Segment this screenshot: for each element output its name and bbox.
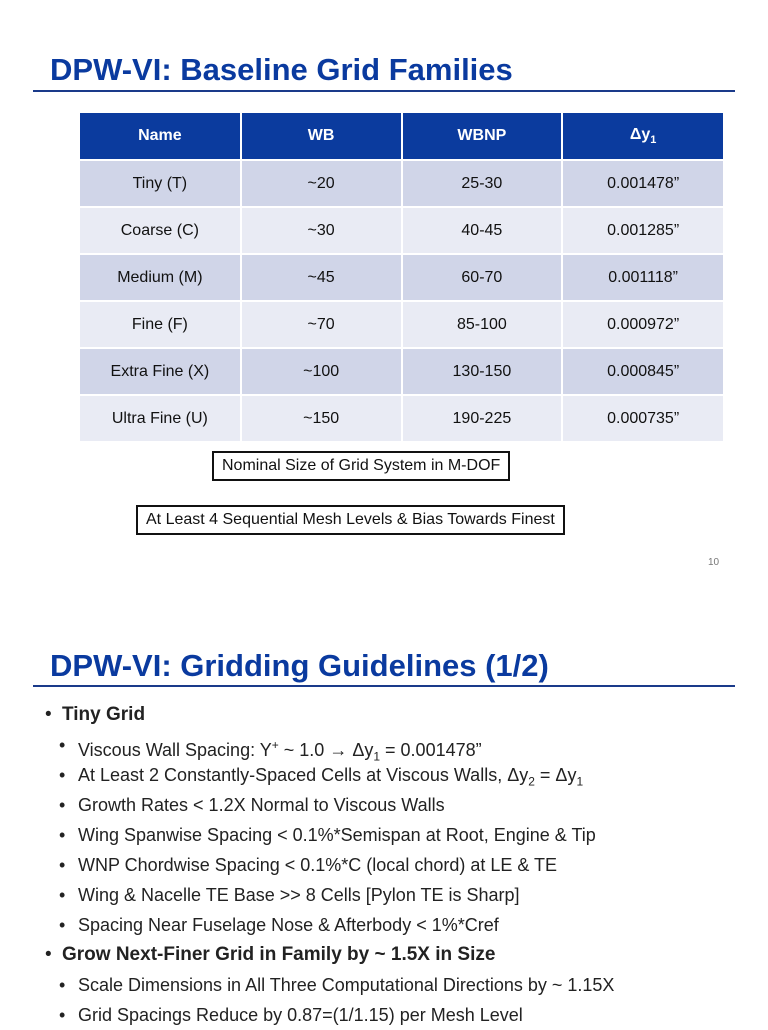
cell-wb: ~20 [241, 160, 402, 207]
slide-title: DPW-VI: Baseline Grid Families [50, 52, 513, 87]
cell-name: Medium (M) [80, 254, 241, 301]
column-header-delta-y1 [562, 113, 723, 160]
bullet-marker: • [59, 735, 66, 755]
cell-name: Extra Fine (X) [80, 348, 241, 395]
cell-wbnp: 85-100 [402, 301, 563, 348]
cell-delta-y1: 0.001478” [562, 160, 723, 207]
subscript: 2 [528, 774, 535, 789]
title-underline [33, 685, 735, 687]
item-text: Spacing Near Fuselage Nose & Afterbody < 1%*Cref [78, 915, 499, 935]
cell-delta-y1: 0.000735” [562, 395, 723, 441]
item-text: = 0.001478” [380, 740, 482, 760]
list-item [45, 820, 755, 850]
bullet-marker: • [59, 915, 66, 935]
item-text: Wing & Nacelle TE Base >> 8 Cells [Pylon TE is Sharp] [78, 885, 520, 905]
delta-y-subscript: 1 [650, 134, 657, 147]
list-item [45, 760, 755, 790]
table-row [80, 254, 723, 301]
item-text: = Δy [534, 765, 577, 785]
item-text: Growth Rates < 1.2X Normal to Viscous Walls [78, 795, 445, 815]
superscript: + [271, 738, 279, 752]
cell-wb: ~70 [241, 301, 402, 348]
table-header-row [80, 113, 723, 160]
grid-family-table [80, 113, 723, 441]
bullet-marker: • [59, 855, 66, 875]
cell-wb: ~150 [241, 395, 402, 441]
cell-wb: ~100 [241, 348, 402, 395]
cell-name: Tiny (T) [80, 160, 241, 207]
section-heading: Tiny Grid [62, 704, 146, 725]
cell-wbnp: 60-70 [402, 254, 563, 301]
subscript: 1 [373, 749, 381, 764]
list-item [45, 910, 755, 940]
bullet-marker: • [59, 975, 66, 995]
mesh-levels-note: At Least 4 Sequential Mesh Levels & Bias Towards Finest [136, 505, 565, 535]
item-text: WNP Chordwise Spacing < 0.1%*C (local chord) at LE & TE [78, 855, 558, 875]
guideline-list [45, 700, 755, 1030]
item-text: Grid Spacings Reduce by 0.87=(1/1.15) per Mesh Level [78, 1005, 523, 1025]
bullet-marker: • [59, 1005, 66, 1025]
cell-name: Ultra Fine (U) [80, 395, 241, 441]
subscript: 1 [576, 774, 584, 789]
list-item [45, 880, 755, 910]
bullet-marker: • [59, 825, 66, 845]
list-item [45, 850, 755, 880]
table-row [80, 207, 723, 254]
list-item [45, 700, 755, 730]
item-text: Viscous Wall Spacing: Y [78, 740, 272, 760]
title-underline [33, 90, 735, 92]
list-item [45, 940, 755, 970]
list-item [45, 970, 755, 1000]
column-header-wb: WB [241, 113, 402, 160]
slide-title: DPW-VI: Gridding Guidelines (1/2) [50, 648, 549, 683]
cell-name: Coarse (C) [80, 207, 241, 254]
list-item [45, 1000, 755, 1030]
column-header-name: Name [80, 113, 241, 160]
list-item [45, 730, 755, 764]
cell-delta-y1: 0.001118” [562, 254, 723, 301]
cell-wb: ~30 [241, 207, 402, 254]
bullet-marker: • [59, 795, 66, 815]
cell-wb: ~45 [241, 254, 402, 301]
table-row [80, 160, 723, 207]
table-row [80, 301, 723, 348]
item-text: Wing Spanwise Spacing < 0.1%*Semispan at Root, Engine & Tip [78, 825, 596, 845]
delta-y-symbol: Δy [629, 125, 651, 143]
cell-wbnp: 40-45 [402, 207, 563, 254]
section-heading: Grow Next-Finer Grid in Family by ~ 1.5X in Size [62, 944, 496, 965]
cell-delta-y1: 0.001285” [562, 207, 723, 254]
cell-delta-y1: 0.000845” [562, 348, 723, 395]
cell-delta-y1: 0.000972” [562, 301, 723, 348]
cell-wbnp: 130-150 [402, 348, 563, 395]
cell-wbnp: 190-225 [402, 395, 563, 441]
table-row [80, 348, 723, 395]
slide-gridding-guidelines [0, 600, 768, 1024]
item-text: ~ 1.0 → Δy [278, 740, 374, 760]
list-item [45, 790, 755, 820]
item-text: Scale Dimensions in All Three Computational Directions by ~ 1.15X [78, 975, 615, 995]
table-row [80, 395, 723, 441]
bullet-marker: • [59, 765, 66, 785]
page-number: 10 [708, 557, 720, 568]
bullet-marker: • [45, 944, 52, 965]
column-header-wbnp: WBNP [402, 113, 563, 160]
cell-name: Fine (F) [80, 301, 241, 348]
bullet-marker: • [59, 885, 66, 905]
item-text: At Least 2 Constantly-Spaced Cells at Viscous Walls, Δy [78, 765, 529, 785]
grid-size-note: Nominal Size of Grid System in M-DOF [212, 451, 510, 481]
cell-wbnp: 25-30 [402, 160, 563, 207]
bullet-marker: • [45, 704, 52, 725]
